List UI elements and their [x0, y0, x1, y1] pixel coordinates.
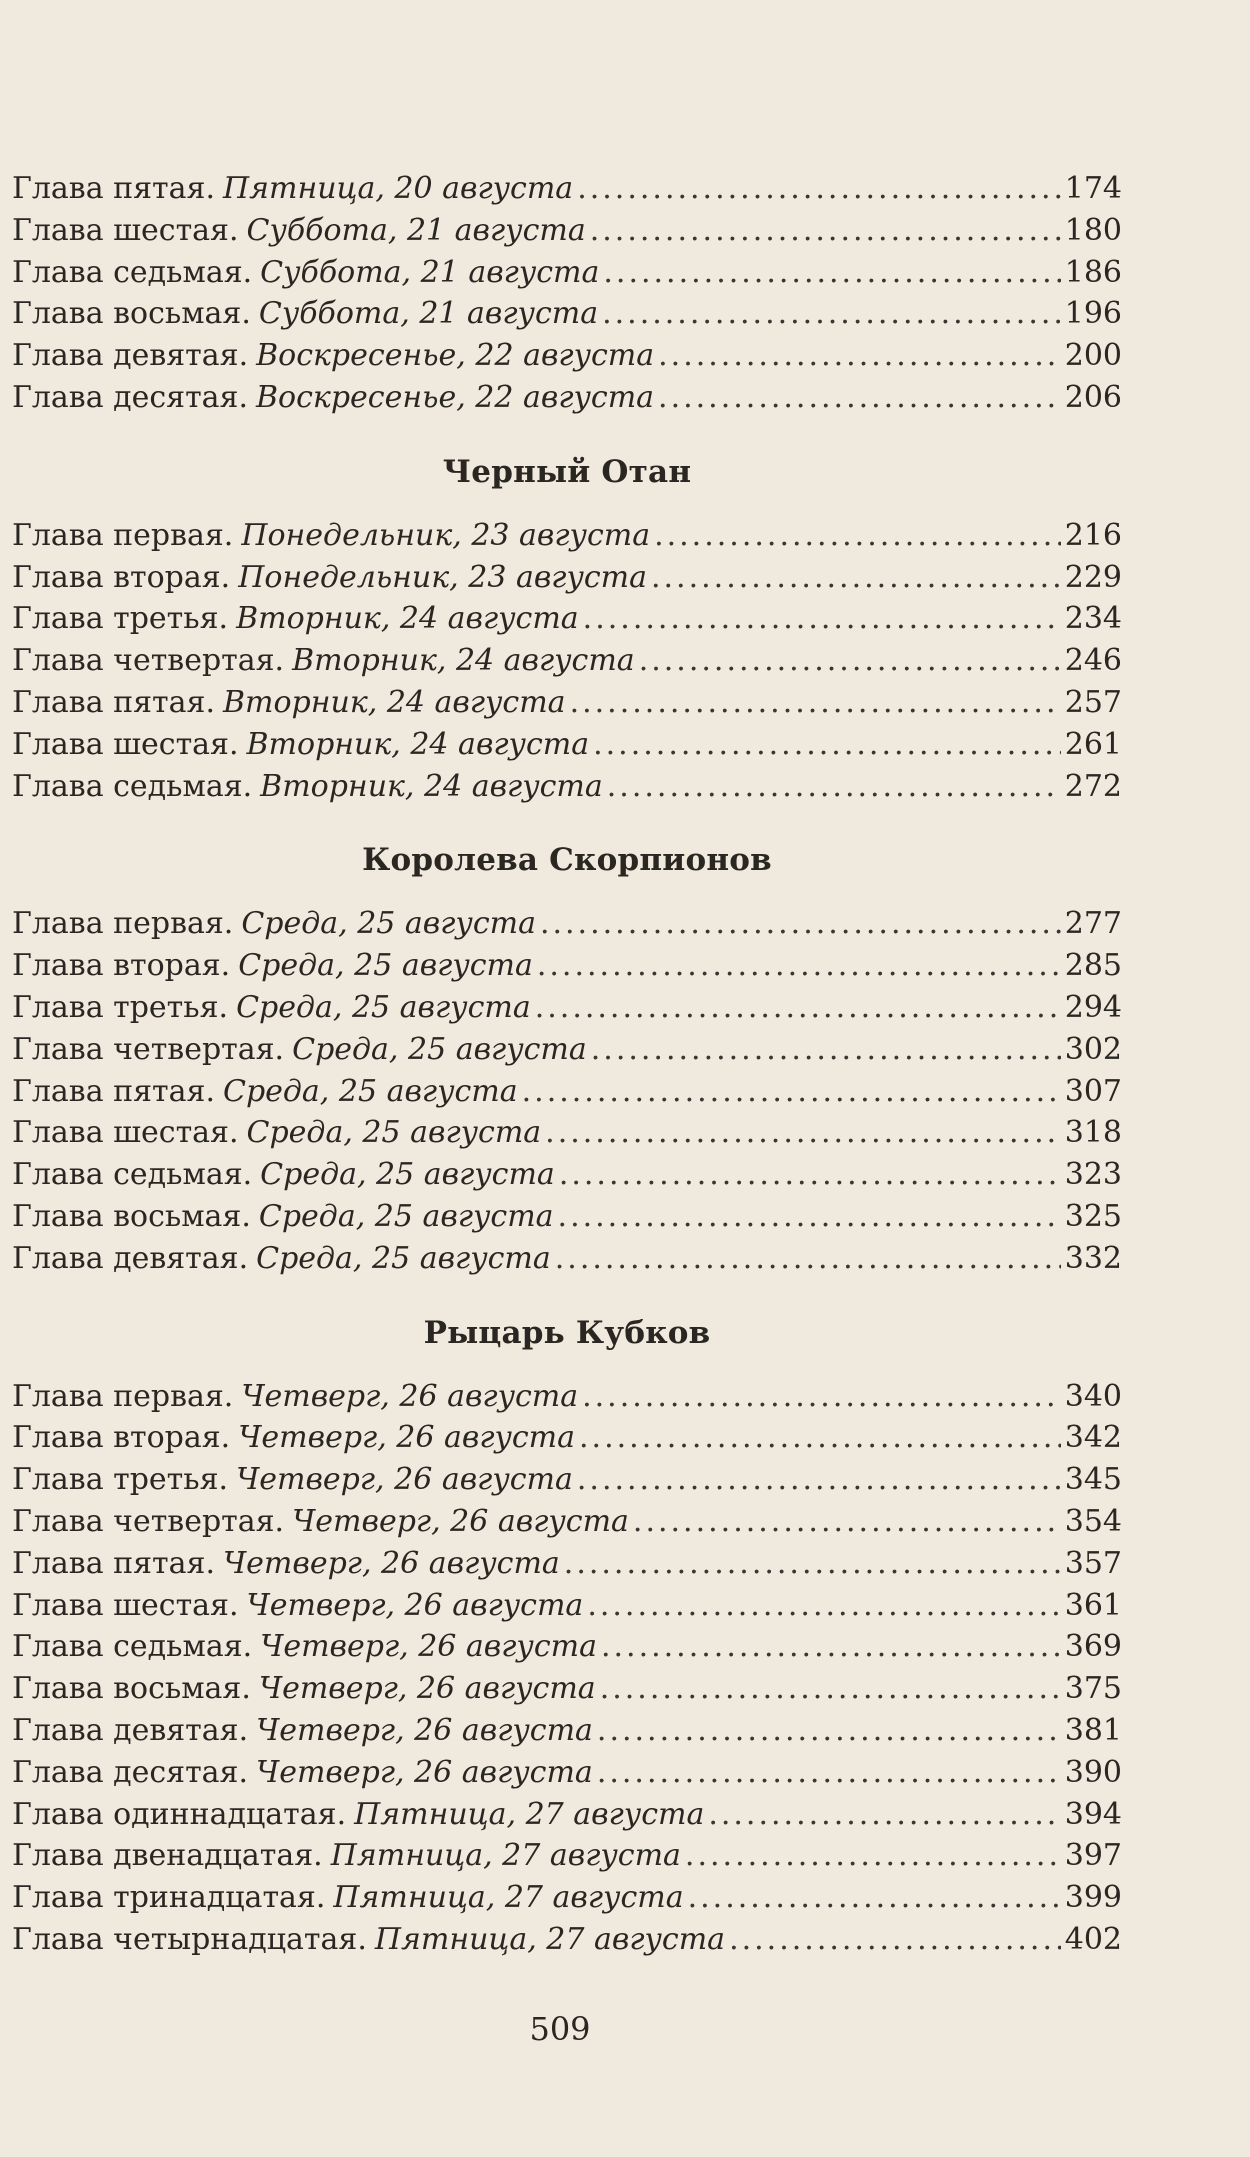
entry-page-number: 397	[1064, 1838, 1122, 1874]
toc-entry	[12, 1543, 1122, 1585]
dot-leader	[587, 1585, 1060, 1627]
toc-entry	[12, 1029, 1122, 1071]
section-title: Черный Отан	[442, 453, 692, 490]
chapter-label: Глава четырнадцатая.	[12, 1921, 367, 1957]
chapter-label: Глава седьмая.	[12, 254, 253, 290]
chapter-date: Вторник, 24 августа	[236, 601, 579, 637]
entry-page-number: 196	[1064, 296, 1122, 332]
toc-entry	[12, 1752, 1122, 1794]
chapter-date: Четверг, 26 августа	[256, 1712, 593, 1748]
dot-leader	[658, 335, 1061, 377]
toc-entry	[12, 335, 1122, 377]
dot-leader	[651, 557, 1061, 599]
chapter-label: Глава вторая.	[12, 559, 231, 595]
entry-page-number: 361	[1064, 1587, 1122, 1623]
chapter-date: Пятница, 27 августа	[330, 1838, 681, 1874]
toc-section	[12, 451, 1122, 808]
toc-entry	[12, 210, 1122, 252]
chapter-date: Понедельник, 23 августа	[238, 559, 647, 595]
chapter-label: Глава шестая.	[12, 1587, 239, 1623]
chapter-date: Суббота, 21 августа	[258, 296, 599, 332]
dot-leader	[579, 1417, 1061, 1459]
chapter-label: Глава четвертая.	[12, 643, 285, 679]
entry-page-number: 381	[1064, 1712, 1122, 1748]
entry-page-number: 399	[1064, 1880, 1122, 1916]
entry-page-number: 394	[1064, 1796, 1122, 1832]
toc-section	[12, 839, 1122, 1279]
chapter-date: Четверг, 26 августа	[236, 1462, 573, 1498]
chapter-label: Глава пятая.	[12, 171, 215, 206]
entry-page-number: 234	[1064, 601, 1122, 637]
chapter-date: Суббота, 21 августа	[260, 254, 600, 290]
entry-page-number: 375	[1064, 1671, 1122, 1707]
toc-entry	[12, 766, 1122, 808]
toc-section	[12, 1312, 1122, 1961]
chapter-label: Глава десятая.	[12, 379, 249, 415]
chapter-date: Четверг, 26 августа	[260, 1629, 597, 1665]
chapter-label: Глава двенадцатая.	[12, 1838, 323, 1874]
entry-page-number: 180	[1064, 212, 1122, 248]
toc-entry	[12, 682, 1122, 724]
chapter-label: Глава седьмая.	[12, 1157, 253, 1193]
dot-leader	[600, 1668, 1061, 1710]
chapter-date: Среда, 25 августа	[238, 948, 533, 984]
toc-entry	[12, 1835, 1122, 1877]
chapter-date: Среда, 25 августа	[222, 1073, 518, 1109]
entry-page-number: 246	[1064, 643, 1122, 679]
chapter-label: Глава вторая.	[12, 948, 231, 984]
dot-leader	[639, 640, 1061, 682]
chapter-date: Четверг, 26 августа	[256, 1754, 593, 1790]
chapter-date: Вторник, 24 августа	[246, 726, 590, 762]
entry-page-number: 206	[1064, 379, 1122, 415]
chapter-label: Глава первая.	[12, 1378, 234, 1414]
chapter-date: Четверг, 26 августа	[258, 1671, 596, 1707]
chapter-label: Глава седьмая.	[12, 1629, 253, 1665]
section-title: Рыцарь Кубков	[423, 1314, 711, 1351]
dot-leader	[603, 252, 1060, 294]
entry-page-number: 323	[1064, 1157, 1122, 1193]
chapter-date: Пятница, 27 августа	[333, 1880, 684, 1916]
toc-entry	[12, 293, 1122, 335]
chapter-date: Четверг, 26 августа	[241, 1378, 579, 1414]
dot-leader	[593, 724, 1061, 766]
chapter-label: Глава десятая.	[12, 1754, 249, 1790]
toc-entry	[12, 724, 1122, 766]
chapter-date: Воскресенье, 22 августа	[256, 338, 655, 374]
chapter-label: Глава третья.	[12, 1462, 229, 1498]
chapter-date: Среда, 25 августа	[246, 1115, 542, 1151]
toc-entry	[12, 903, 1122, 945]
chapter-date: Четверг, 26 августа	[292, 1503, 629, 1539]
dot-leader	[535, 987, 1061, 1029]
chapter-label: Глава четвертая.	[12, 1503, 285, 1539]
chapter-label: Глава первая.	[12, 517, 234, 553]
dot-leader	[597, 1752, 1061, 1794]
dot-leader	[558, 1196, 1061, 1238]
chapter-label: Глава вторая.	[12, 1420, 231, 1456]
entry-page-number: 257	[1064, 684, 1122, 720]
chapter-label: Глава одиннадцатая.	[12, 1796, 347, 1832]
chapter-date: Четверг, 26 августа	[222, 1545, 560, 1581]
chapter-label: Глава тринадцатая.	[12, 1880, 326, 1916]
dot-leader	[685, 1835, 1061, 1877]
entry-page-number: 390	[1064, 1754, 1122, 1790]
dot-leader	[577, 168, 1061, 210]
chapter-label: Глава третья.	[12, 601, 229, 637]
chapter-date: Пятница, 27 августа	[354, 1796, 705, 1832]
chapter-date: Четверг, 26 августа	[246, 1587, 584, 1623]
toc-entry	[12, 598, 1122, 640]
toc-entry	[12, 1585, 1122, 1627]
dot-leader	[559, 1154, 1061, 1196]
toc-entry	[12, 1238, 1122, 1280]
toc-entry	[12, 1071, 1122, 1113]
chapter-label: Глава шестая.	[12, 726, 239, 762]
chapter-label: Глава первая.	[12, 906, 234, 942]
dot-leader	[601, 1626, 1061, 1668]
toc-entry	[12, 1112, 1122, 1154]
entry-page-number: 340	[1064, 1378, 1122, 1414]
toc-entry	[12, 1626, 1122, 1668]
chapter-label: Глава восьмая.	[12, 1198, 251, 1234]
toc-entry	[12, 252, 1122, 294]
dot-leader	[555, 1238, 1061, 1280]
entry-page-number: 294	[1064, 989, 1122, 1025]
entry-page-number: 318	[1064, 1115, 1122, 1151]
toc-entry	[12, 168, 1122, 210]
dot-leader	[537, 945, 1061, 987]
chapter-label: Глава девятая.	[12, 338, 249, 374]
entry-page-number: 261	[1064, 726, 1122, 762]
toc-entry	[12, 557, 1122, 599]
chapter-date: Среда, 25 августа	[256, 1240, 551, 1276]
chapter-label: Глава восьмая.	[12, 296, 251, 332]
dot-leader	[545, 1112, 1061, 1154]
chapter-date: Вторник, 24 августа	[222, 684, 566, 720]
entry-page-number: 174	[1064, 171, 1122, 206]
toc-entry	[12, 1417, 1122, 1459]
chapter-label: Глава четвертая.	[12, 1031, 285, 1067]
dot-leader	[658, 377, 1061, 419]
table-of-contents	[12, 168, 1122, 1961]
dot-leader	[729, 1919, 1061, 1961]
dot-leader	[564, 1543, 1061, 1585]
chapter-date: Четверг, 26 августа	[238, 1420, 576, 1456]
chapter-label: Глава пятая.	[12, 684, 215, 720]
entry-page-number: 354	[1064, 1503, 1122, 1539]
toc-entry	[12, 1794, 1122, 1836]
chapter-label: Глава пятая.	[12, 1073, 215, 1109]
dot-leader	[591, 1029, 1061, 1071]
dot-leader	[570, 682, 1061, 724]
chapter-date: Среда, 25 августа	[258, 1198, 554, 1234]
chapter-date: Вторник, 24 августа	[260, 768, 603, 804]
dot-leader	[688, 1877, 1061, 1919]
toc-entry	[12, 1154, 1122, 1196]
chapter-label: Глава седьмая.	[12, 768, 253, 804]
dot-leader	[597, 1710, 1061, 1752]
toc-entry	[12, 1668, 1122, 1710]
dot-leader	[590, 210, 1061, 252]
toc-entry	[12, 1459, 1122, 1501]
chapter-label: Глава девятая.	[12, 1240, 249, 1276]
dot-leader	[540, 903, 1061, 945]
chapter-date: Вторник, 24 августа	[292, 643, 635, 679]
page-number: 509	[529, 2010, 591, 2048]
section-title: Королева Скорпионов	[362, 842, 772, 879]
toc-entry	[12, 515, 1122, 557]
chapter-date: Воскресенье, 22 августа	[256, 379, 655, 415]
chapter-label: Глава шестая.	[12, 212, 239, 248]
entry-page-number: 369	[1064, 1629, 1122, 1665]
entry-page-number: 342	[1064, 1420, 1122, 1456]
entry-page-number: 216	[1064, 517, 1122, 553]
entry-page-number: 402	[1064, 1921, 1122, 1957]
dot-leader	[577, 1459, 1061, 1501]
dot-leader	[602, 293, 1061, 335]
entry-page-number: 277	[1064, 906, 1122, 942]
entry-page-number: 285	[1064, 948, 1122, 984]
dot-leader	[633, 1501, 1061, 1543]
toc-entry	[12, 640, 1122, 682]
chapter-label: Глава девятая.	[12, 1712, 249, 1748]
dot-leader	[582, 1376, 1061, 1418]
toc-entry	[12, 1501, 1122, 1543]
chapter-date: Понедельник, 23 августа	[241, 517, 651, 553]
toc-section	[12, 168, 1122, 419]
toc-entry	[12, 1919, 1122, 1961]
chapter-date: Среда, 25 августа	[260, 1157, 555, 1193]
chapter-date: Пятница, 20 августа	[222, 171, 574, 206]
toc-entry	[12, 1710, 1122, 1752]
chapter-label: Глава шестая.	[12, 1115, 239, 1151]
entry-page-number: 307	[1064, 1073, 1122, 1109]
chapter-date: Среда, 25 августа	[292, 1031, 587, 1067]
entry-page-number: 200	[1064, 338, 1122, 374]
dot-leader	[583, 598, 1061, 640]
toc-entry	[12, 945, 1122, 987]
chapter-date: Суббота, 21 августа	[246, 212, 586, 248]
chapter-label: Глава пятая.	[12, 1545, 215, 1581]
toc-entry	[12, 1877, 1122, 1919]
toc-entry	[12, 377, 1122, 419]
entry-page-number: 325	[1064, 1198, 1122, 1234]
chapter-label: Глава восьмая.	[12, 1671, 251, 1707]
entry-page-number: 272	[1064, 768, 1122, 804]
entry-page-number: 302	[1064, 1031, 1122, 1067]
entry-page-number: 357	[1064, 1545, 1122, 1581]
entry-page-number: 186	[1064, 254, 1122, 290]
toc-entry	[12, 987, 1122, 1029]
chapter-label: Глава третья.	[12, 989, 229, 1025]
entry-page-number: 345	[1064, 1462, 1122, 1498]
entry-page-number: 229	[1064, 559, 1122, 595]
toc-entry	[12, 1196, 1122, 1238]
dot-leader	[522, 1071, 1061, 1113]
dot-leader	[654, 515, 1061, 557]
dot-leader	[708, 1794, 1060, 1836]
dot-leader	[607, 766, 1061, 808]
toc-entry	[12, 1376, 1122, 1418]
chapter-date: Среда, 25 августа	[236, 989, 531, 1025]
entry-page-number: 332	[1064, 1240, 1122, 1276]
chapter-date: Среда, 25 августа	[241, 906, 536, 942]
chapter-date: Пятница, 27 августа	[374, 1921, 726, 1957]
